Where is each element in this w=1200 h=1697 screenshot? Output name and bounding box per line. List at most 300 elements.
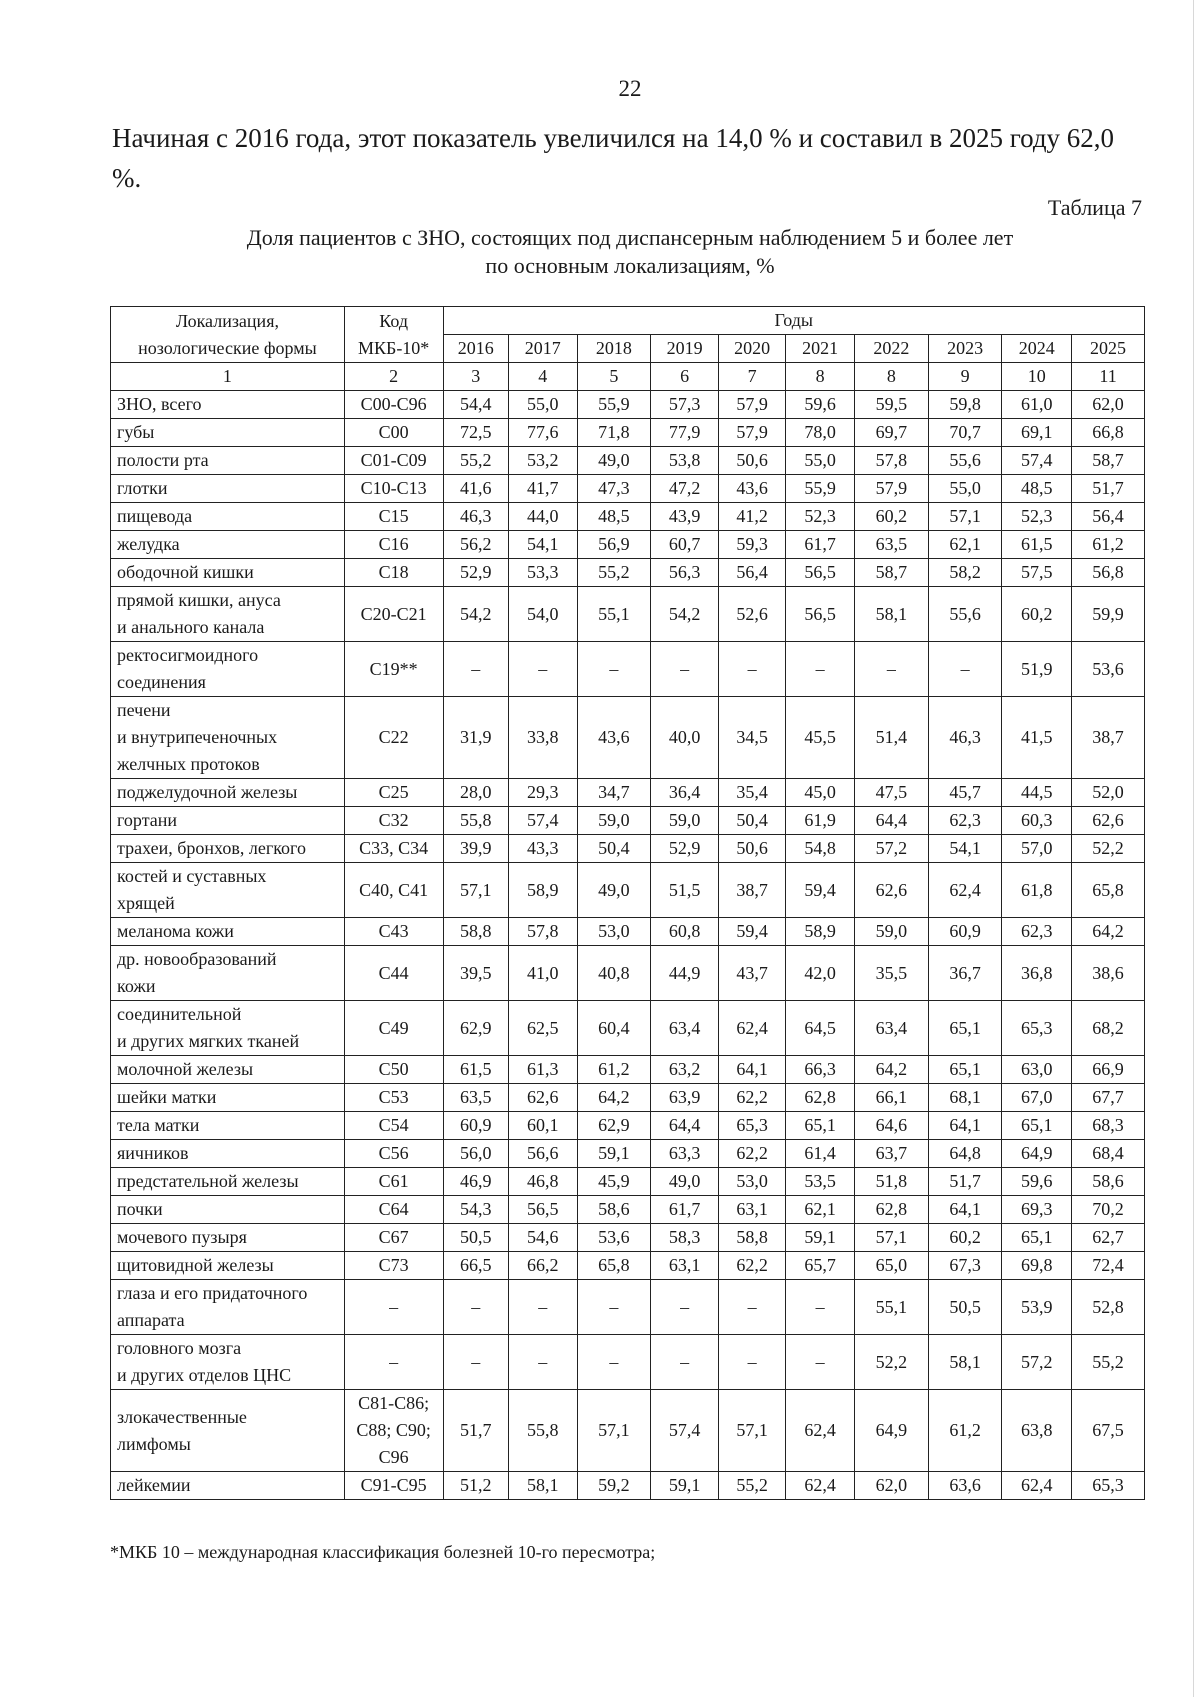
row-icd-code: C50 <box>344 1056 443 1084</box>
row-icd-code: C00 <box>344 419 443 447</box>
row-value: – <box>577 1335 651 1390</box>
row-value: 64,9 <box>854 1390 928 1472</box>
row-value: 62,6 <box>508 1084 577 1112</box>
row-value: 58,7 <box>854 559 928 587</box>
row-icd-code: C49 <box>344 1001 443 1056</box>
row-value: 58,9 <box>786 918 855 946</box>
row-value: 54,6 <box>508 1224 577 1252</box>
header-localization-line2: нозологические формы <box>138 337 317 358</box>
row-value: 41,7 <box>508 475 577 503</box>
row-value: 59,0 <box>651 807 719 835</box>
row-value: 59,3 <box>718 531 786 559</box>
row-value: 55,0 <box>928 475 1002 503</box>
row-value: 56,6 <box>508 1140 577 1168</box>
row-value: 57,0 <box>1002 835 1072 863</box>
row-value: 65,3 <box>718 1112 786 1140</box>
row-localization: ректосигмоидного соединения <box>111 642 345 697</box>
table-row <box>111 1252 1145 1280</box>
row-value: 64,5 <box>786 1001 855 1056</box>
row-value: 51,9 <box>1002 642 1072 697</box>
header-column-number: 1 <box>111 363 345 391</box>
row-value: 66,5 <box>443 1252 508 1280</box>
row-value: 45,5 <box>786 697 855 779</box>
row-localization: трахеи, бронхов, легкого <box>111 835 345 863</box>
row-value: 62,4 <box>786 1472 855 1500</box>
row-value: 59,4 <box>786 863 855 918</box>
row-value: 51,5 <box>651 863 719 918</box>
row-value: – <box>651 1280 719 1335</box>
row-value: 66,8 <box>1072 419 1145 447</box>
row-value: 56,0 <box>443 1140 508 1168</box>
row-value: – <box>718 642 786 697</box>
row-value: 69,3 <box>1002 1196 1072 1224</box>
header-row-1 <box>111 307 1145 335</box>
row-value: 50,6 <box>718 835 786 863</box>
table-row <box>111 779 1145 807</box>
row-value: 63,6 <box>928 1472 1002 1500</box>
row-value: 68,1 <box>928 1084 1002 1112</box>
header-column-number: 2 <box>344 363 443 391</box>
row-value: 40,8 <box>577 946 651 1001</box>
row-value: – <box>651 642 719 697</box>
row-value: 62,9 <box>577 1112 651 1140</box>
row-localization: гортани <box>111 807 345 835</box>
row-value: 60,2 <box>928 1224 1002 1252</box>
row-icd-code: C01-C09 <box>344 447 443 475</box>
row-value: 59,0 <box>577 807 651 835</box>
header-column-number: 5 <box>577 363 651 391</box>
row-value: 63,0 <box>1002 1056 1072 1084</box>
row-value: 55,2 <box>1072 1335 1145 1390</box>
row-localization: ЗНО, всего <box>111 391 345 419</box>
row-value: 67,0 <box>1002 1084 1072 1112</box>
row-value: 64,8 <box>928 1140 1002 1168</box>
row-value: 56,4 <box>1072 503 1145 531</box>
row-value: 33,8 <box>508 697 577 779</box>
row-value: 67,3 <box>928 1252 1002 1280</box>
row-icd-code: C00-C96 <box>344 391 443 419</box>
header-localization-line1: Локализация, <box>175 310 279 331</box>
row-value: 56,3 <box>651 559 719 587</box>
row-value: 36,8 <box>1002 946 1072 1001</box>
row-value: 68,3 <box>1072 1112 1145 1140</box>
row-icd-code: C16 <box>344 531 443 559</box>
row-icd-code: C40, C41 <box>344 863 443 918</box>
row-localization: полости рта <box>111 447 345 475</box>
row-value: 31,9 <box>443 697 508 779</box>
row-value: 57,4 <box>508 807 577 835</box>
row-value: – <box>508 1280 577 1335</box>
row-value: 41,0 <box>508 946 577 1001</box>
row-icd-code: C44 <box>344 946 443 1001</box>
row-value: 55,0 <box>508 391 577 419</box>
row-localization: костей и суставных хрящей <box>111 863 345 918</box>
row-icd-code: C33, C34 <box>344 835 443 863</box>
row-value: 60,7 <box>651 531 719 559</box>
row-value: 43,6 <box>577 697 651 779</box>
row-localization: головного мозга и других отделов ЦНС <box>111 1335 345 1390</box>
row-value: 59,8 <box>928 391 1002 419</box>
row-value: 60,3 <box>1002 807 1072 835</box>
row-localization: ободочной кишки <box>111 559 345 587</box>
row-value: 63,9 <box>651 1084 719 1112</box>
row-value: 56,4 <box>718 559 786 587</box>
row-value: 57,9 <box>718 391 786 419</box>
row-value: 65,1 <box>928 1001 1002 1056</box>
row-value: 64,4 <box>651 1112 719 1140</box>
header-code-line2: МКБ-10* <box>357 337 430 358</box>
row-value: 34,5 <box>718 697 786 779</box>
header-year: 2022 <box>854 335 928 363</box>
header-years: Годы <box>443 307 1145 335</box>
row-icd-code: – <box>344 1335 443 1390</box>
row-value: 61,8 <box>1002 863 1072 918</box>
row-value: 54,8 <box>786 835 855 863</box>
row-value: 53,6 <box>577 1224 651 1252</box>
row-value: – <box>443 1335 508 1390</box>
table-row <box>111 1224 1145 1252</box>
row-localization: желудка <box>111 531 345 559</box>
row-value: 61,2 <box>1072 531 1145 559</box>
row-value: – <box>854 642 928 697</box>
row-value: 64,2 <box>854 1056 928 1084</box>
row-value: 51,4 <box>854 697 928 779</box>
row-value: 57,2 <box>854 835 928 863</box>
row-value: 55,9 <box>786 475 855 503</box>
row-value: 66,3 <box>786 1056 855 1084</box>
row-icd-code: C18 <box>344 559 443 587</box>
row-value: 58,6 <box>1072 1168 1145 1196</box>
row-value: 56,9 <box>577 531 651 559</box>
row-value: 48,5 <box>577 503 651 531</box>
row-value: 64,1 <box>928 1112 1002 1140</box>
row-value: 43,7 <box>718 946 786 1001</box>
row-value: 53,2 <box>508 447 577 475</box>
row-value: 62,4 <box>1002 1472 1072 1500</box>
row-value: 64,9 <box>1002 1140 1072 1168</box>
row-icd-code: C67 <box>344 1224 443 1252</box>
row-value: 54,3 <box>443 1196 508 1224</box>
data-table <box>110 306 1145 1500</box>
row-value: 52,2 <box>1072 835 1145 863</box>
table-row <box>111 1390 1145 1472</box>
row-value: 41,2 <box>718 503 786 531</box>
row-icd-code: C25 <box>344 779 443 807</box>
row-value: 55,6 <box>928 587 1002 642</box>
row-value: 44,5 <box>1002 779 1072 807</box>
row-value: 55,8 <box>443 807 508 835</box>
row-value: 61,2 <box>928 1390 1002 1472</box>
table-row <box>111 1056 1145 1084</box>
row-value: 57,1 <box>928 503 1002 531</box>
header-code-line1: Код <box>379 310 409 331</box>
table-row <box>111 503 1145 531</box>
row-value: 59,1 <box>577 1140 651 1168</box>
row-value: 35,4 <box>718 779 786 807</box>
row-value: 55,1 <box>577 587 651 642</box>
row-value: 61,5 <box>1002 531 1072 559</box>
row-value: – <box>577 1280 651 1335</box>
caption-line-2: по основным локализациям, % <box>485 253 775 278</box>
row-value: 55,8 <box>508 1390 577 1472</box>
row-value: – <box>508 1335 577 1390</box>
row-value: 36,7 <box>928 946 1002 1001</box>
row-value: 63,2 <box>651 1056 719 1084</box>
row-localization: глотки <box>111 475 345 503</box>
row-value: 58,8 <box>718 1224 786 1252</box>
header-column-number: 6 <box>651 363 719 391</box>
row-localization: соединительной и других мягких тканей <box>111 1001 345 1056</box>
row-value: 51,7 <box>1072 475 1145 503</box>
header-column-number: 10 <box>1002 363 1072 391</box>
row-value: 60,9 <box>443 1112 508 1140</box>
row-value: 56,5 <box>786 559 855 587</box>
row-value: 58,3 <box>651 1224 719 1252</box>
table-row <box>111 475 1145 503</box>
row-icd-code: C43 <box>344 918 443 946</box>
row-value: 56,5 <box>786 587 855 642</box>
row-localization: мочевого пузыря <box>111 1224 345 1252</box>
header-year: 2019 <box>651 335 719 363</box>
row-value: 62,3 <box>1002 918 1072 946</box>
row-value: 62,2 <box>718 1252 786 1280</box>
table-body <box>111 307 1145 1500</box>
table-row <box>111 1168 1145 1196</box>
row-value: 43,6 <box>718 475 786 503</box>
row-localization: шейки матки <box>111 1084 345 1112</box>
row-value: 77,9 <box>651 419 719 447</box>
row-icd-code: – <box>344 1280 443 1335</box>
row-value: 62,4 <box>718 1001 786 1056</box>
row-value: 66,2 <box>508 1252 577 1280</box>
row-value: 62,2 <box>718 1140 786 1168</box>
row-value: 45,9 <box>577 1168 651 1196</box>
header-year: 2017 <box>508 335 577 363</box>
row-value: 46,9 <box>443 1168 508 1196</box>
row-value: 34,7 <box>577 779 651 807</box>
row-value: 52,8 <box>1072 1280 1145 1335</box>
row-value: 60,4 <box>577 1001 651 1056</box>
row-value: 63,7 <box>854 1140 928 1168</box>
row-icd-code: C10-C13 <box>344 475 443 503</box>
table-row <box>111 559 1145 587</box>
row-value: 59,0 <box>854 918 928 946</box>
row-value: 57,4 <box>1002 447 1072 475</box>
header-year: 2018 <box>577 335 651 363</box>
row-value: 62,6 <box>854 863 928 918</box>
row-value: 63,5 <box>443 1084 508 1112</box>
row-value: 59,6 <box>786 391 855 419</box>
header-year: 2025 <box>1072 335 1145 363</box>
row-value: 47,2 <box>651 475 719 503</box>
row-localization: пищевода <box>111 503 345 531</box>
row-value: 57,1 <box>443 863 508 918</box>
row-value: 55,9 <box>577 391 651 419</box>
row-value: 57,1 <box>854 1224 928 1252</box>
header-column-number: 8 <box>786 363 855 391</box>
row-value: 62,8 <box>854 1196 928 1224</box>
row-value: 58,7 <box>1072 447 1145 475</box>
table-row <box>111 863 1145 918</box>
row-value: 65,0 <box>854 1252 928 1280</box>
row-value: 65,3 <box>1072 1472 1145 1500</box>
table-caption <box>150 224 1110 280</box>
row-value: 50,4 <box>718 807 786 835</box>
row-value: 66,9 <box>1072 1056 1145 1084</box>
header-row-column-numbers <box>111 363 1145 391</box>
row-value: 41,5 <box>1002 697 1072 779</box>
row-value: 59,1 <box>651 1472 719 1500</box>
row-value: 63,1 <box>651 1252 719 1280</box>
row-value: 52,9 <box>651 835 719 863</box>
row-value: 51,8 <box>854 1168 928 1196</box>
row-value: 52,0 <box>1072 779 1145 807</box>
row-icd-code: C22 <box>344 697 443 779</box>
header-year: 2020 <box>718 335 786 363</box>
row-value: 69,7 <box>854 419 928 447</box>
table-row <box>111 419 1145 447</box>
row-value: 42,0 <box>786 946 855 1001</box>
row-value: 65,1 <box>1002 1224 1072 1252</box>
row-localization: щитовидной железы <box>111 1252 345 1280</box>
row-icd-code: C61 <box>344 1168 443 1196</box>
row-value: 78,0 <box>786 419 855 447</box>
row-value: 52,3 <box>1002 503 1072 531</box>
row-value: 59,9 <box>1072 587 1145 642</box>
row-localization: яичников <box>111 1140 345 1168</box>
table-row <box>111 1335 1145 1390</box>
row-localization: др. новообразований кожи <box>111 946 345 1001</box>
row-icd-code: C20-C21 <box>344 587 443 642</box>
row-value: 64,2 <box>577 1084 651 1112</box>
footnote: *МКБ 10 – международная классификация болезней 10-го пересмотра; <box>110 1542 656 1562</box>
row-value: 61,9 <box>786 807 855 835</box>
row-icd-code: C32 <box>344 807 443 835</box>
row-value: 67,5 <box>1072 1390 1145 1472</box>
row-value: 65,1 <box>786 1112 855 1140</box>
row-localization: меланома кожи <box>111 918 345 946</box>
row-value: 57,3 <box>651 391 719 419</box>
row-value: 63,3 <box>651 1140 719 1168</box>
row-value: – <box>786 642 855 697</box>
row-value: 49,0 <box>577 447 651 475</box>
row-value: 51,2 <box>443 1472 508 1500</box>
table-row <box>111 391 1145 419</box>
row-value: 65,1 <box>928 1056 1002 1084</box>
row-value: 62,9 <box>443 1001 508 1056</box>
page-number: 22 <box>618 76 642 101</box>
row-value: – <box>577 642 651 697</box>
row-localization: предстательной железы <box>111 1168 345 1196</box>
row-value: 58,1 <box>928 1335 1002 1390</box>
row-value: 64,1 <box>718 1056 786 1084</box>
row-value: 60,9 <box>928 918 1002 946</box>
table-label: Таблица 7 <box>1047 195 1142 220</box>
row-value: 50,4 <box>577 835 651 863</box>
table-row <box>111 1084 1145 1112</box>
header-code <box>344 307 443 363</box>
row-value: 55,6 <box>928 447 1002 475</box>
row-value: 62,8 <box>786 1084 855 1112</box>
row-value: 54,4 <box>443 391 508 419</box>
header-year: 2024 <box>1002 335 1072 363</box>
header-year: 2023 <box>928 335 1002 363</box>
row-localization: злокачественные лимфомы <box>111 1390 345 1472</box>
table-row <box>111 946 1145 1001</box>
row-value: 44,9 <box>651 946 719 1001</box>
row-value: 59,6 <box>1002 1168 1072 1196</box>
row-value: 64,2 <box>1072 918 1145 946</box>
row-value: 62,6 <box>1072 807 1145 835</box>
row-value: 64,1 <box>928 1196 1002 1224</box>
row-value: 55,0 <box>786 447 855 475</box>
row-value: 63,8 <box>1002 1390 1072 1472</box>
row-value: 56,8 <box>1072 559 1145 587</box>
header-column-number: 11 <box>1072 363 1145 391</box>
row-localization: лейкемии <box>111 1472 345 1500</box>
row-value: – <box>718 1335 786 1390</box>
row-value: 28,0 <box>443 779 508 807</box>
row-value: 57,8 <box>508 918 577 946</box>
row-value: 52,6 <box>718 587 786 642</box>
row-value: 43,3 <box>508 835 577 863</box>
row-value: 62,0 <box>854 1472 928 1500</box>
row-localization: молочной железы <box>111 1056 345 1084</box>
row-value: 62,7 <box>1072 1224 1145 1252</box>
row-value: 44,0 <box>508 503 577 531</box>
row-value: 46,3 <box>443 503 508 531</box>
row-localization: глаза и его придаточного аппарата <box>111 1280 345 1335</box>
row-value: 60,2 <box>854 503 928 531</box>
row-icd-code: C15 <box>344 503 443 531</box>
row-value: 72,4 <box>1072 1252 1145 1280</box>
scan-edge-line <box>1193 0 1194 1697</box>
row-value: 58,9 <box>508 863 577 918</box>
row-value: 40,0 <box>651 697 719 779</box>
row-value: 55,2 <box>577 559 651 587</box>
row-value: – <box>928 642 1002 697</box>
row-value: 61,3 <box>508 1056 577 1084</box>
table-row <box>111 835 1145 863</box>
row-value: 56,5 <box>508 1196 577 1224</box>
row-value: 58,1 <box>854 587 928 642</box>
row-value: 53,3 <box>508 559 577 587</box>
row-value: 60,2 <box>1002 587 1072 642</box>
row-value: 39,9 <box>443 835 508 863</box>
row-value: 47,3 <box>577 475 651 503</box>
row-value: 69,1 <box>1002 419 1072 447</box>
row-value: 60,8 <box>651 918 719 946</box>
row-icd-code: C54 <box>344 1112 443 1140</box>
row-value: – <box>443 642 508 697</box>
header-column-number: 7 <box>718 363 786 391</box>
row-icd-code: C81-C86; C88; C90; C96 <box>344 1390 443 1472</box>
row-value: 53,5 <box>786 1168 855 1196</box>
row-localization: печени и внутрипеченочных желчных протоков <box>111 697 345 779</box>
row-value: 53,6 <box>1072 642 1145 697</box>
table-row <box>111 531 1145 559</box>
row-value: 65,1 <box>1002 1112 1072 1140</box>
caption-line-1: Доля пациентов с ЗНО, состоящих под диспансерным наблюдением 5 и более лет <box>246 225 1014 250</box>
header-localization <box>111 307 345 363</box>
row-value: 53,8 <box>651 447 719 475</box>
row-value: 59,5 <box>854 391 928 419</box>
row-value: 50,6 <box>718 447 786 475</box>
row-value: – <box>508 642 577 697</box>
row-localization: тела матки <box>111 1112 345 1140</box>
row-localization: губы <box>111 419 345 447</box>
row-value: 68,2 <box>1072 1001 1145 1056</box>
